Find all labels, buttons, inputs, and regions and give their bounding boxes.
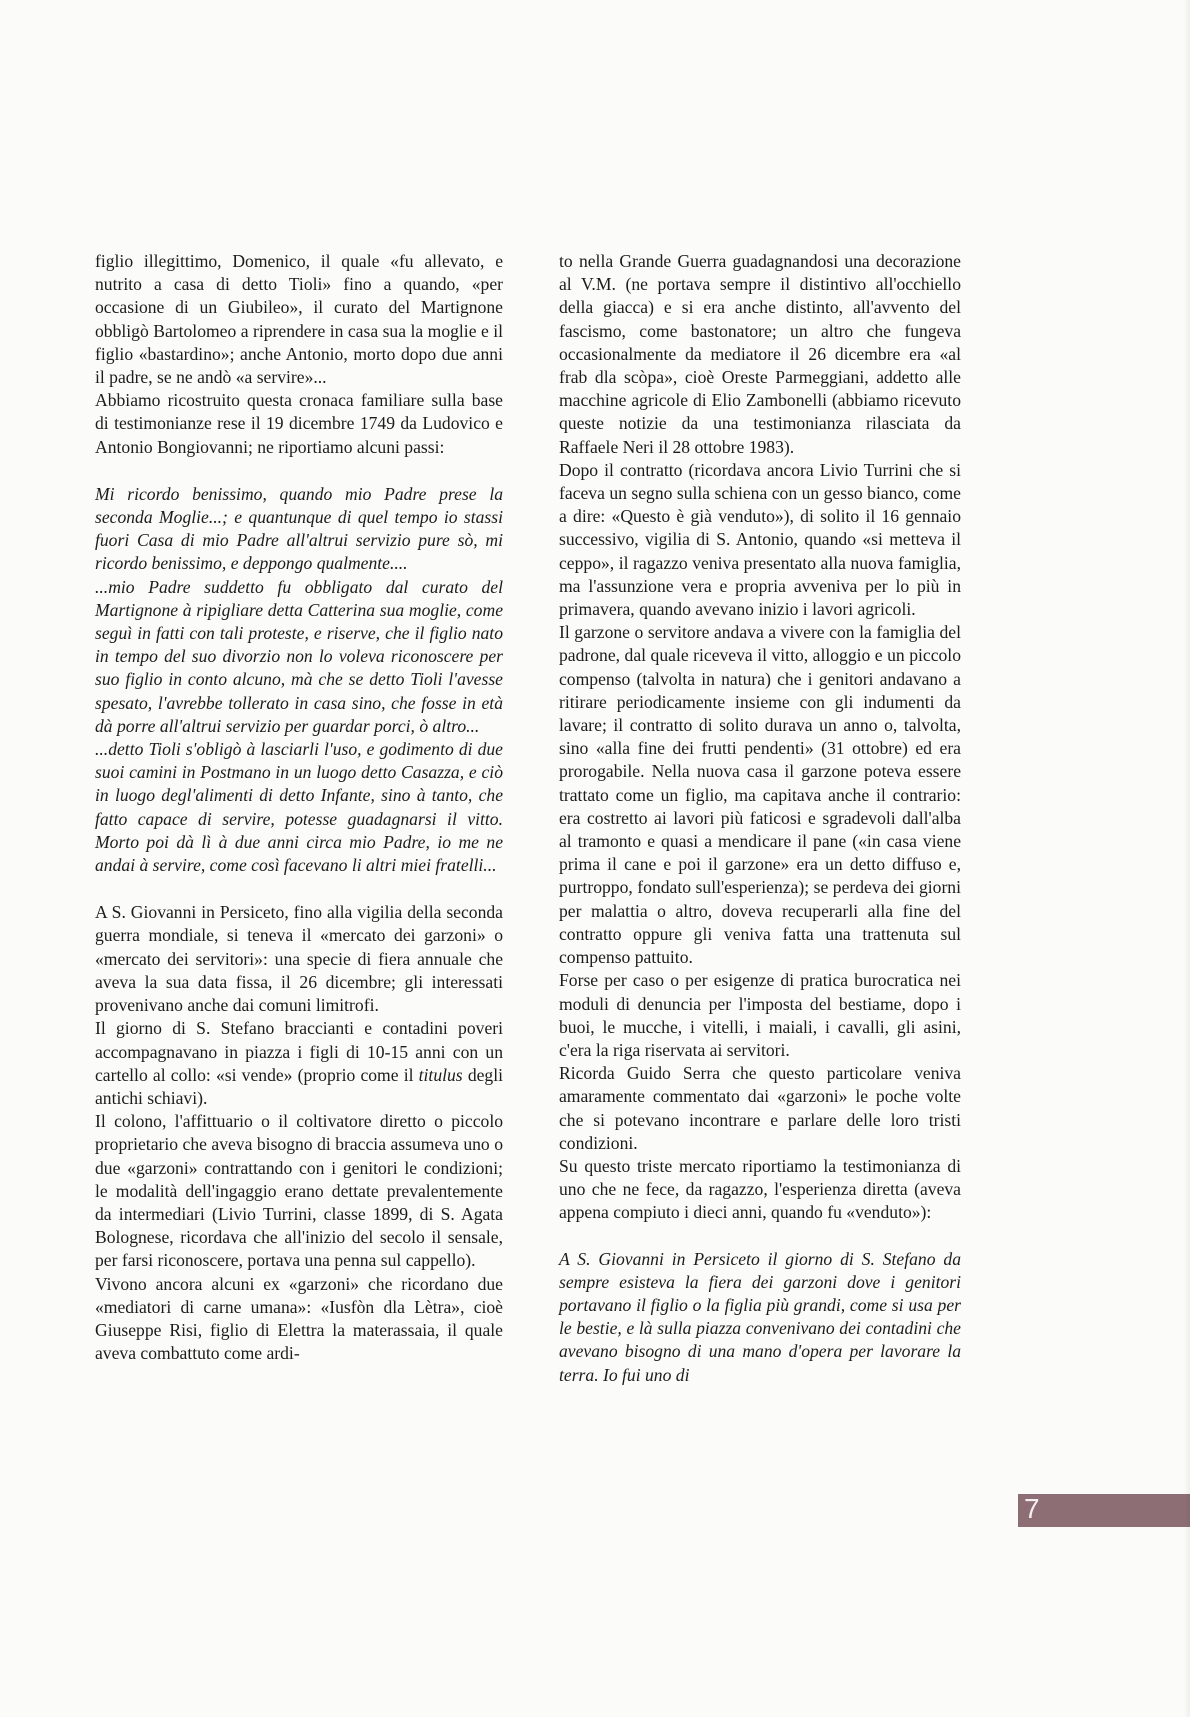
paragraph: Il garzone o servitore andava a vivere con la famiglia del padrone, dal quale riceveva il vitto, alloggio e un piccolo compenso (talvolta in natura) che i genitori andavano a ritirare periodicamente insieme con gli indumenti da lavare; il contratto di solito durava un anno o, talvolta, sino «alla fine dei frutti pendenti» (31 ottobre) ed era prorogabile. Nella nuova casa il garzone poteva essere trattato come un figlio, ma capitava anche il contrario: era costretto ai lavori più faticosi e sgradevoli dall'alba al tramonto e quasi a mendicare il pane («in casa viene prima il cane e poi il garzone» era un detto diffuso e, purtroppo, fondato sull'esperienza); se perdeva dei giorni per malattia o altro, doveva recuperarli alla fine del contratto oppure gli veniva fatta una trattenuta sul compenso pattuito.	[559, 622, 961, 968]
italic-term: titulus	[418, 1064, 463, 1085]
paragraph: A S. Giovanni in Persiceto, fino alla vigilia della seconda guerra mondiale, si teneva il «mercato dei garzoni» o «mercato dei servitori»: una specie di fiera annuale che aveva la sua data fissa, il 26 dicembre; gli interessati provenivano anche dai comuni limitrofi.	[95, 902, 503, 1016]
text-run: Il giorno di S. Stefano braccianti e contadini poveri accompagnavano in piazza i figli di 10-15 anni con un cartello al collo: «si vende» (proprio come il	[95, 1018, 503, 1085]
paragraph: Ricorda Guido Serra che questo particolare veniva amaramente commentato dai «garzoni» le poche volte che si potevano incontrare e parlare delle loro tristi condizioni.	[559, 1063, 961, 1153]
paragraph: to nella Grande Guerra guadagnandosi una decorazione al V.M. (ne portava sempre il distintivo all'occhiello della giacca) e si era anche distinto, all'avvento del fascismo, come bastonatore; un altro che fungeva occasionalmente da mediatore il 26 dicembre era «al frab dla scòpa», cioè Oreste Parmeggiani, addetto alle macchine agricole di Elio Zambonelli (abbiamo ricevuto queste notizie da una testimonianza rilasciata da Raffaele Neri il 28 ottobre 1983).	[559, 251, 961, 457]
quoted-testimony: ...mio Padre suddetto fu obbligato dal curato del Martignone à ripigliare detta Catterina sua moglie, come seguì in fatti con tali proteste, e riserve, che il figlio nato in tempo del suo divorzio non lo voleva riconoscere per suo figlio in conto alcuno, mà che se detto Tioli l'avesse spesato, l'avrebbe tollerato in casa sino, che fosse in età dà porre all'altrui servizio per guardar porci, ò altro...	[95, 576, 503, 736]
page-number: 7	[1024, 1493, 1040, 1524]
page-edge-shadow	[1184, 0, 1190, 1717]
quoted-testimony: ...detto Tioli s'obligò à lasciarli l'uso, e godimento di due suoi camini in Postmano in un luogo detto Casazza, e ciò in luogo degl'alimenti di detto Infante, sino à tanto, che fatto capace di servire, potesse guadagnarsi il vitto. Morto poi dà lì à due anni circa mio Padre, io me ne andai à servire, come così facevano li altri miei fratelli...	[95, 739, 503, 876]
page-number-tab	[1018, 1494, 1190, 1527]
paragraph: Vivono ancora alcuni ex «garzoni» che ricordano due «mediatori di carne umana»: «Iusfòn dla Lètra», cioè Giuseppe Risi, figlio di Elettra la materassaia, il quale aveva combattuto come ardi-	[95, 1273, 503, 1364]
paragraph	[95, 1017, 503, 1110]
paragraph: Forse per caso o per esigenze di pratica burocratica nei moduli di denuncia per l'imposta del bestiame, dopo i buoi, le mucche, i vitelli, i maiali, i cavalli, gli asini, c'era la riga riservata ai servitori.	[559, 970, 961, 1060]
paragraph: Dopo il contratto (ricordava ancora Livio Turrini che si faceva un segno sulla schiena con un gesso bianco, come a dire: «Questo è già venduto»), di solito il 16 gennaio successivo, vigilia di S. Antonio, quando «si metteva il ceppo», il ragazzo veniva presentato alla nuova famiglia, ma l'assunzione vera e propria avveniva per lo più in primavera, quando avevano inizio i lavori agricoli.	[559, 459, 961, 620]
paragraph: Su questo triste mercato riportiamo la testimonianza di uno che ne fece, da ragazzo, l'esperienza diretta (aveva appena compiuto i dieci anni, quando fu «venduto»):	[559, 1155, 961, 1223]
paragraph: Abbiamo ricostruito questa cronaca familiare sulla base di testimonianze rese il 19 dicembre 1749 da Ludovico e Antonio Bongiovanni; ne riportiamo alcuni passi:	[95, 390, 503, 457]
quoted-testimony: Mi ricordo benissimo, quando mio Padre prese la seconda Moglie...; e quantunque di quel tempo io stassi fuori Casa di mio Padre all'altrui servizio pure sò, mi ricordo benissimo, e deppongo qualmente....	[95, 483, 503, 574]
right-column	[559, 250, 961, 1387]
text-run: degli antichi schiavi).	[95, 1064, 504, 1108]
left-column	[95, 250, 503, 1365]
paragraph: Il colono, l'affittuario o il coltivatore diretto o piccolo proprietario che aveva bisogno di braccia assumeva uno o due «garzoni» contrattando con i genitori le condizioni; le modalità dell'ingaggio erano dettate prevalentemente da intermediari (Livio Turrini, classe 1899, di S. Agata Bolognese, ricordava che all'inizio del secolo il sensale, per farsi riconoscere, portava una penna sul cappello).	[95, 1111, 503, 1271]
paragraph: figlio illegittimo, Domenico, il quale «fu allevato, e nutrito a casa di detto Tioli» fino a quando, «per occasione di un Giubileo», il curato del Martignone obbligò Bartolomeo a riprendere in casa sua la moglie e il figlio «bastardino»; anche Antonio, morto dopo due anni il padre, se ne andò «a servire»...	[95, 251, 503, 388]
quoted-testimony: A S. Giovanni in Persiceto il giorno di S. Stefano da sempre esisteva la fiera dei garzoni dove i genitori portavano il figlio o la figlia più grandi, come si usa per le bestie, e là sulla piazza convenivano dei contadini che avevano bisogno di una mano d'opera per lavorare la terra. Io fui uno di	[559, 1248, 961, 1385]
